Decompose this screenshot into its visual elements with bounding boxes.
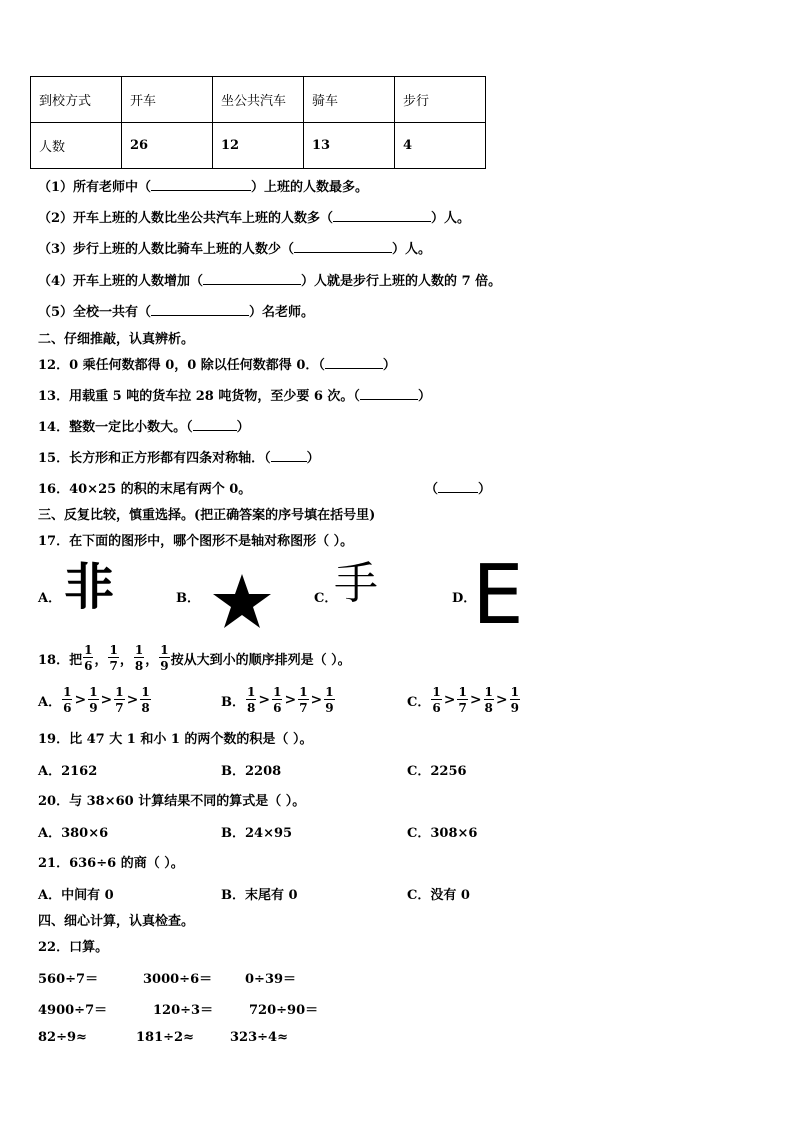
shou-character-icon: 手 (334, 558, 378, 609)
judge-question: 16．40×25 的积的末尾有两个 0。 (38, 482, 252, 497)
question-21-stem: 21．636÷6 的商（ ）。 (38, 856, 184, 871)
option-b: B．24×95 (221, 826, 293, 841)
fraction: $\frac{1}{8}$ (484, 685, 493, 715)
answer-blank[interactable] (360, 387, 418, 400)
fraction: $\frac{1}{8}$ (141, 685, 150, 715)
option-a: A．中间有 0 (38, 888, 114, 903)
fraction: $\frac{1}{7}$ (458, 685, 467, 715)
q18-option-a: A． $\frac{1}{6}$ > $\frac{1}{9}$ > $\frac{1}{7}$ > $\frac{1}{8}$ (38, 685, 150, 715)
question-18-stem: 18．把 $\frac{1}{6}$ ， $\frac{1}{7}$ ， $\frac{1}{8}$ ， $\frac{1}{9}$ 按从大到小的顺序排列是（ ）。 (38, 643, 351, 673)
judge-question: 14．整数一定比小数大。（ ） (38, 420, 250, 435)
judge-answer: （ ） (425, 482, 492, 497)
table-cell: 12 (213, 123, 304, 169)
answer-blank[interactable] (271, 449, 307, 462)
calc-item: 82÷9≈ (38, 1030, 87, 1045)
table-header-row (31, 77, 486, 123)
option-label: B． (176, 591, 200, 606)
fraction: $\frac{1}{7}$ (115, 685, 124, 715)
fill-question-2: （2）开车上班的人数比坐公共汽车上班的人数多（ ）人。 (38, 211, 471, 226)
answer-blank[interactable] (438, 480, 478, 493)
fraction: $\frac{1}{7}$ (109, 643, 118, 673)
fill-question-1: （1）所有老师中（ ）上班的人数最多。 (38, 180, 369, 195)
question-17-stem: 17．在下面的图形中，哪个图形不是轴对称图形（ ）。 (38, 534, 354, 549)
calc-item: 720÷90＝ (249, 1003, 319, 1018)
fraction: $\frac{1}{9}$ (160, 643, 169, 673)
table-cell: 4 (395, 123, 486, 169)
calc-item: 560÷7＝ (38, 972, 99, 987)
table-row (31, 123, 486, 169)
fraction: $\frac{1}{6}$ (63, 685, 72, 715)
calc-item: 3000÷6＝ (143, 972, 213, 987)
option-label: D． (452, 591, 477, 606)
table-cell: 骑车 (304, 77, 395, 123)
answer-blank[interactable] (151, 303, 249, 316)
judge-question: 15．长方形和正方形都有四条对称轴．（ ） (38, 451, 320, 466)
option-a: A．2162 (38, 764, 98, 779)
answer-blank[interactable] (193, 418, 237, 431)
question-20-stem: 20．与 38×60 计算结果不同的算式是（ ）。 (38, 794, 306, 809)
option-c: C．308×6 (407, 826, 478, 841)
fraction: $\frac{1}{8}$ (247, 685, 256, 715)
answer-blank[interactable] (151, 178, 251, 191)
fraction: $\frac{1}{8}$ (134, 643, 144, 673)
fraction: $\frac{1}{6}$ (84, 643, 93, 673)
fill-question-4: （4）开车上班的人数增加（ ）人就是步行上班的人数的 7 倍。 (38, 274, 502, 289)
option-b: B．2208 (221, 764, 282, 779)
letter-e-icon: E (472, 548, 524, 643)
judge-question: 12．0 乘任何数都得 0，0 除以任何数都得 0．（ ） (38, 358, 396, 373)
fraction: $\frac{1}{9}$ (510, 685, 519, 715)
table-cell: 到校方式 (31, 77, 122, 123)
table-cell: 13 (304, 123, 395, 169)
question-22-stem: 22．口算。 (38, 940, 109, 955)
option-label: A． (38, 591, 62, 606)
calc-item: 181÷2≈ (136, 1030, 194, 1045)
option-label: C． (314, 591, 338, 606)
star-icon (212, 573, 272, 629)
option-c: C．没有 0 (407, 888, 470, 903)
option-b: B．末尾有 0 (221, 888, 298, 903)
q18-option-b: B． $\frac{1}{8}$ > $\frac{1}{6}$ > $\frac{1}{7}$ > $\frac{1}{9}$ (221, 685, 334, 715)
question-19-stem: 19．比 47 大 1 和小 1 的两个数的积是（ ）。 (38, 732, 313, 747)
fraction: $\frac{1}{9}$ (325, 685, 334, 715)
calc-item: 0÷39＝ (245, 972, 297, 987)
table-cell: 人数 (31, 123, 122, 169)
commute-table (30, 76, 486, 169)
judge-question: 13．用载重 5 吨的货车拉 28 吨货物，至少要 6 次。（ ） (38, 389, 431, 404)
calc-item: 4900÷7＝ (38, 1003, 108, 1018)
answer-blank[interactable] (294, 240, 392, 253)
answer-blank[interactable] (325, 356, 383, 369)
table-cell: 开车 (122, 77, 213, 123)
table-cell: 步行 (395, 77, 486, 123)
fei-character-icon: 非 (64, 558, 114, 616)
section-heading: 三、反复比较，慎重选择。(把正确答案的序号填在括号里) (38, 508, 376, 523)
fraction: $\frac{1}{9}$ (89, 685, 98, 715)
option-c: C．2256 (407, 764, 467, 779)
table-cell: 坐公共汽车 (213, 77, 304, 123)
answer-blank[interactable] (333, 209, 431, 222)
calc-item: 120÷3＝ (153, 1003, 214, 1018)
fraction: $\frac{1}{6}$ (273, 685, 282, 715)
section-heading: 二、仔细推敲，认真辨析。 (38, 332, 195, 347)
fraction: $\frac{1}{6}$ (432, 685, 441, 715)
fill-question-3: （3）步行上班的人数比骑车上班的人数少（ ）人。 (38, 242, 432, 257)
calc-item: 323÷4≈ (230, 1030, 288, 1045)
option-a: A．380×6 (38, 826, 109, 841)
answer-blank[interactable] (203, 272, 301, 285)
table-cell: 26 (122, 123, 213, 169)
q18-option-c: C． $\frac{1}{6}$ > $\frac{1}{7}$ > $\frac{1}{8}$ > $\frac{1}{9}$ (407, 685, 519, 715)
fill-question-5: （5）全校一共有（ ）名老师。 (38, 305, 315, 320)
section-heading: 四、细心计算，认真检查。 (38, 914, 195, 929)
fraction: $\frac{1}{7}$ (299, 685, 308, 715)
